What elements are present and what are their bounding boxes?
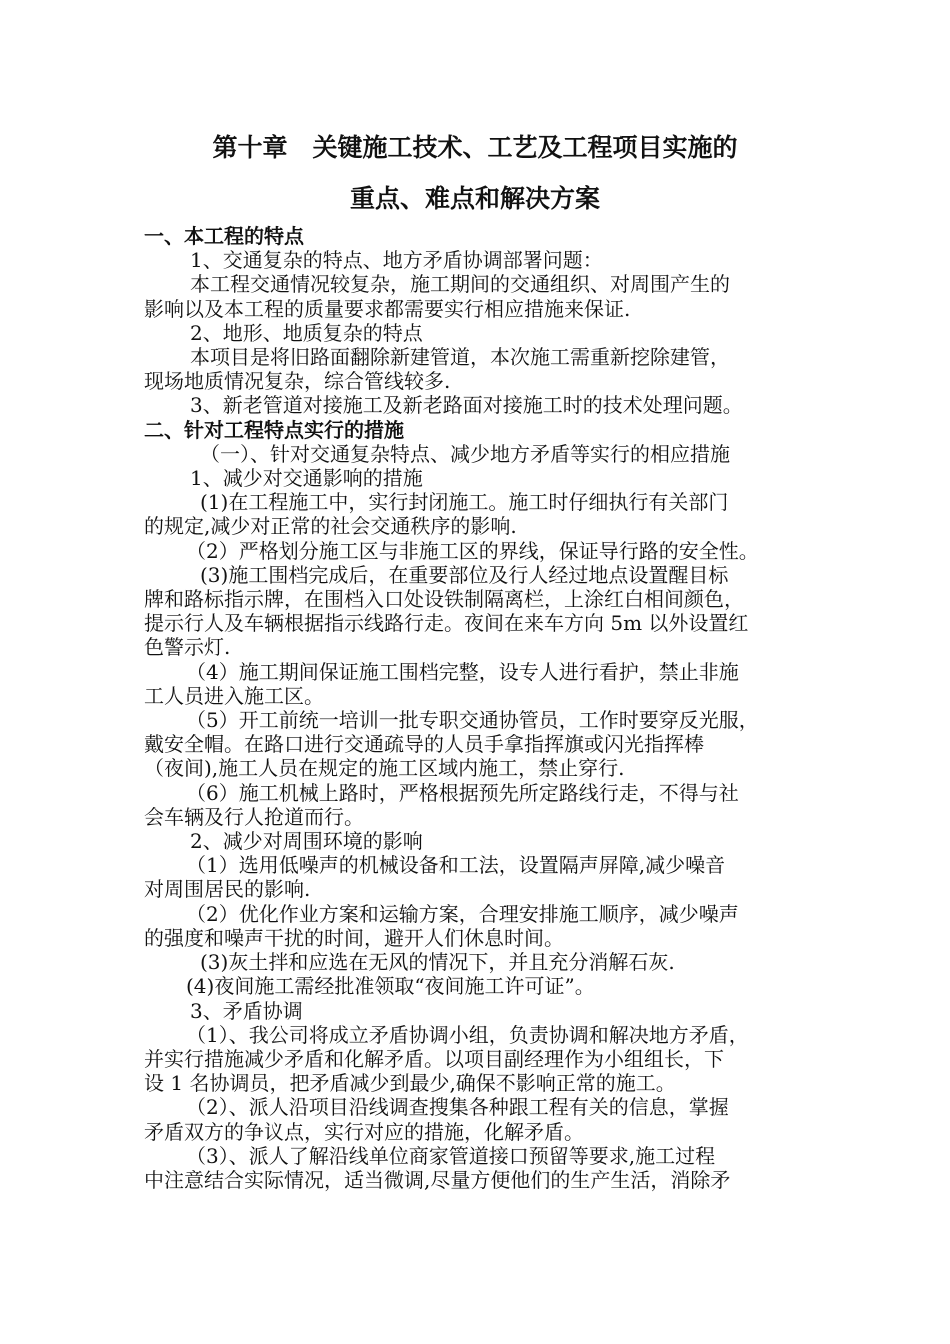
text-line: （夜间),施工人员在规定的施工区域内施工，禁止穿行.	[144, 756, 625, 781]
text-line: （2）严格划分施工区与非施工区的界线，保证导行路的安全性。	[186, 538, 759, 563]
text-line: （4）施工期间保证施工围档完整，设专人进行看护，禁止非施	[186, 659, 739, 684]
text-line: 影响以及本工程的质量要求都需要实行相应措施来保证.	[144, 296, 631, 321]
text-line: 的规定,减少对正常的社会交通秩序的影响.	[144, 514, 517, 539]
text-line: 会车辆及行人抢道而行。	[144, 804, 364, 829]
text-line: （6）施工机械上路时，严格根据预先所定路线行走，不得与社	[186, 780, 739, 805]
text-line: (3)灰土拌和应选在无风的情况下，并且充分消解石灰.	[200, 950, 675, 975]
text-line: （2）优化作业方案和运输方案，合理安排施工顺序，减少噪声	[186, 901, 739, 926]
text-line: 3、新老管道对接施工及新老路面对接施工时的技术处理问题。	[190, 393, 743, 418]
text-line: （3）、派人了解沿线单位商家管道接口预留等要求,施工过程	[186, 1143, 716, 1168]
text-line: 的强度和噪声干扰的时间，避开人们休息时间。	[144, 925, 564, 950]
text-line: 1、减少对交通影响的措施	[190, 466, 423, 491]
text-line: 本工程交通情况较复杂，施工期间的交通组织、对周围产生的	[190, 272, 730, 297]
document-body	[144, 224, 810, 1192]
chapter-title-line-2: 重点、难点和解决方案	[349, 184, 600, 213]
text-line: 2、地形、地质复杂的特点	[190, 320, 423, 345]
text-line: (3)施工围档完成后，在重要部位及行人经过地点设置醒目标	[200, 562, 729, 587]
text-line: 现场地质情况复杂，综合管线较多.	[144, 369, 451, 394]
text-line: 牌和路标指示牌，在围档入口处设铁制隔离栏，上涂红白相间颜色，	[144, 587, 744, 612]
text-line: （5）开工前统一培训一批专职交通协管员，工作时要穿反光服，	[186, 708, 759, 733]
text-line: 对周围居民的影响.	[144, 877, 311, 902]
text-line: (1)在工程施工中，实行封闭施工。施工时仔细执行有关部门	[200, 490, 729, 515]
text-line: （一）、针对交通复杂特点、减少地方矛盾等实行的相应措施	[200, 441, 730, 466]
text-line: （1）、我公司将成立矛盾协调小组，负责协调和解决地方矛盾，	[186, 1022, 749, 1047]
text-line: 提示行人及车辆根据指示线路行走。夜间在来车方向 5m 以外设置红	[144, 611, 749, 636]
text-line: 2、减少对周围环境的影响	[190, 829, 423, 854]
section-heading-1: 一、本工程的特点	[144, 224, 304, 248]
text-line: 戴安全帽。在路口进行交通疏导的人员手拿指挥旗或闪光指挥棒	[144, 732, 704, 757]
text-line: 矛盾双方的争议点，实行对应的措施，化解矛盾。	[144, 1119, 584, 1144]
text-line: 设 1 名协调员，把矛盾减少到最少,确保不影响正常的施工。	[144, 1071, 676, 1096]
text-line: (4)夜间施工需经批准领取“夜间施工许可证”。	[186, 974, 595, 999]
text-line: （2）、派人沿项目沿线调查搜集各种跟工程有关的信息，掌握	[186, 1095, 729, 1120]
text-line: 本项目是将旧路面翻除新建管道，本次施工需重新挖除建管，	[190, 345, 730, 370]
section-heading-2: 二、针对工程特点实行的措施	[144, 417, 404, 442]
text-line: 色警示灯.	[144, 635, 231, 660]
text-line: 中注意结合实际情况，适当微调,尽量方便他们的生产生活，消除矛	[144, 1167, 731, 1192]
text-line: 工人员进入施工区。	[144, 683, 324, 708]
text-line: （1）选用低噪声的机械设备和工法，设置隔声屏障,减少噪音	[186, 853, 726, 878]
text-line: 并实行措施减少矛盾和化解矛盾。以项目副经理作为小组组长，下	[144, 1046, 724, 1071]
text-line: 1、交通复杂的特点、地方矛盾协调部署问题：	[190, 248, 603, 273]
chapter-title-line-1: 第十章 关键施工技术、工艺及工程项目实施的	[212, 133, 738, 162]
text-line: 3、矛盾协调	[190, 998, 303, 1023]
